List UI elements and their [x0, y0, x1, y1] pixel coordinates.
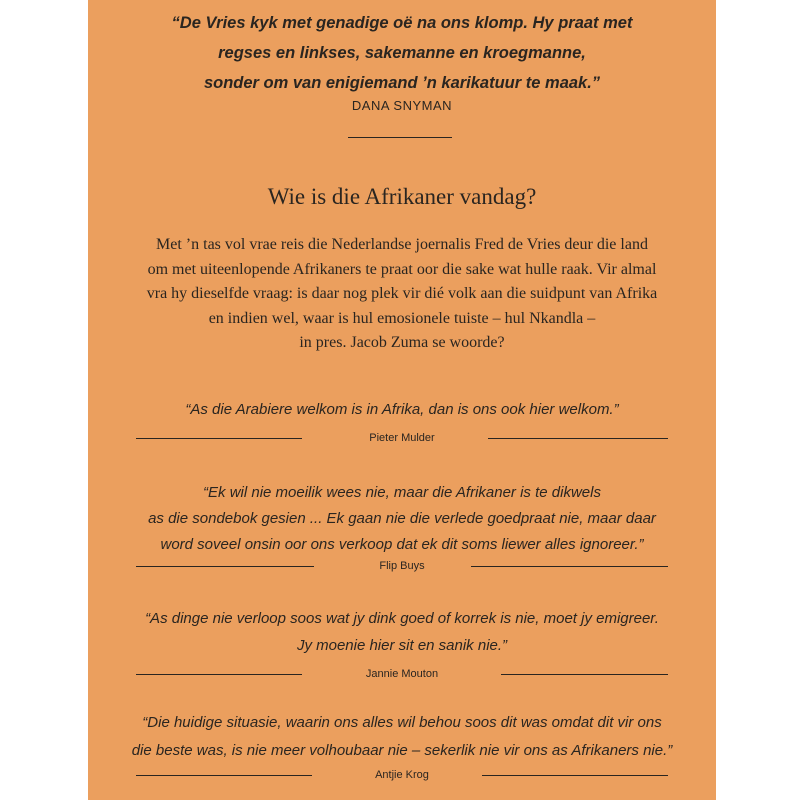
featured-quote-line: “De Vries kyk met genadige oë na ons klomp. Hy praat met: [171, 14, 633, 32]
featured-quote-line: regses en linkses, sakemanne en kroegmanne,: [218, 44, 586, 62]
blurb-line: om met uiteenlopende Afrikaners te praat oor die sake wat hulle raak. Vir almal: [147, 260, 657, 278]
quote-author: Pieter Mulder: [369, 432, 435, 444]
attribution-rule-right: [488, 438, 668, 439]
quote-attribution: [136, 767, 668, 783]
featured-quote-author: DANA SNYMAN: [351, 98, 453, 113]
featured-quote-line: sonder om van enigiemand ’n karikatuur te maak.”: [203, 74, 601, 92]
quote-attribution: [136, 558, 668, 574]
quote-line: word soveel onsin oor ons verkoop dat ek dit soms liewer alles ignoreer.”: [160, 536, 644, 553]
blurb-line: in pres. Jacob Zuma se woorde?: [299, 334, 505, 351]
quote-line: die beste was, is nie meer volhoubaar nie – sekerlik nie vir ons as Afrikaners nie.”: [131, 742, 673, 759]
quote-line: “Die huidige situasie, waarin ons alles wil behou soos dit was omdat dit vir ons: [142, 714, 662, 731]
quote-attribution: [136, 666, 668, 682]
book-back-cover: [88, 0, 716, 800]
attribution-rule-right: [482, 775, 668, 776]
quote-flip-buys: [88, 480, 716, 558]
quote-author: Flip Buys: [379, 560, 425, 572]
quote-line: “As die Arabiere welkom is in Afrika, dan is ons ook hier welkom.”: [185, 401, 619, 418]
quote-antjie-krog: [88, 709, 716, 765]
quote-line: Jy moenie hier sit en sanik nie.”: [296, 637, 508, 654]
featured-quote: [88, 8, 716, 98]
quote-attribution: [136, 430, 668, 446]
quote-pieter-mulder: [88, 398, 716, 422]
blurb-line: vra hy dieselfde vraag: is daar nog plek vir dié volk aan die suidpunt van Afrika: [146, 285, 658, 302]
quote-line: “As dinge nie verloop soos wat jy dink goed of korrek is nie, moet jy emigreer.: [145, 610, 659, 627]
quote-author: Jannie Mouton: [365, 668, 439, 680]
attribution-rule-right: [471, 566, 668, 567]
blurb-text: [110, 233, 694, 356]
quote-jannie-mouton: [88, 605, 716, 659]
divider: [348, 137, 452, 138]
blurb-line: Met ’n tas vol vrae reis die Nederlandse joernalis Fred de Vries deur die land: [156, 236, 648, 253]
quote-line: as die sondebok gesien ... Ek gaan nie die verlede goedpraat nie, maar daar: [148, 510, 656, 527]
quote-author: Antjie Krog: [375, 769, 429, 781]
quote-line: “Ek wil nie moeilik wees nie, maar die Afrikaner is te dikwels: [203, 484, 601, 501]
blurb-heading: Wie is die Afrikaner vandag?: [267, 184, 537, 209]
attribution-rule-right: [501, 674, 668, 675]
blurb-line: en indien wel, waar is hul emosionele tuiste – hul Nkandla –: [208, 309, 596, 327]
